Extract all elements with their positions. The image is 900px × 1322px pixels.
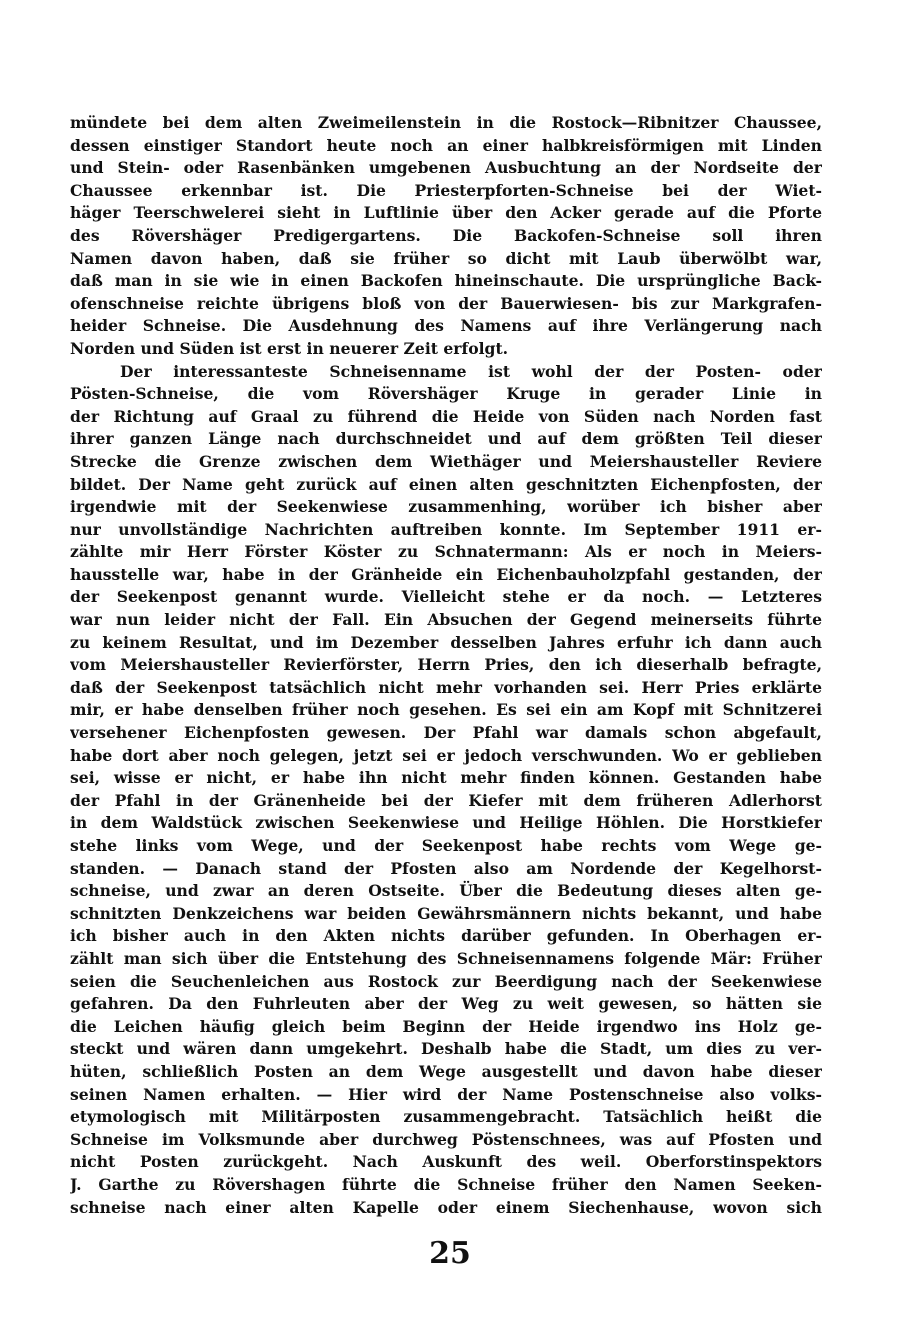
text-line: ihrer ganzen Länge nach durchschneidet und auf dem größten Teil dieser bbox=[70, 429, 822, 449]
text-line: Pösten-Schneise, die vom Rövershäger Kruge in gerader Linie in bbox=[70, 384, 822, 404]
text-line: mündete bei dem alten Zweimeilenstein in die Rostock—Ribnitzer Chaussee, bbox=[70, 113, 822, 132]
text-line: irgendwie mit der Seekenwiese zusammenhing, worüber ich bisher aber bbox=[70, 497, 822, 517]
text-line: dessen einstiger Standort heute noch an einer halbkreisförmigen mit Linden bbox=[70, 135, 822, 155]
text-line: daß der Seekenpost tatsächlich nicht mehr vorhanden sei. Herr Pries erklärte bbox=[70, 677, 822, 697]
text-line: schneise nach einer alten Kapelle oder einem Siechenhause, wovon sich bbox=[70, 1197, 822, 1217]
text-line: J. Garthe zu Rövershagen führte die Schneise früher den Namen Seeken- bbox=[70, 1174, 822, 1194]
text-line: etymologisch mit Militärposten zusammengebracht. Tatsächlich heißt die bbox=[70, 1107, 822, 1127]
text-line: Der interessanteste Schneisenname ist wohl der der Posten- oder bbox=[120, 361, 822, 381]
text-line: Strecke die Grenze zwischen dem Wiethäger und Meiershausteller Reviere bbox=[70, 451, 822, 471]
text-line: mir, er habe denselben früher noch gesehen. Es sei ein am Kopf mit Schnitzerei bbox=[70, 700, 822, 720]
body-text bbox=[70, 112, 822, 1219]
text-line: häger Teerschwelerei sieht in Luftlinie über den Acker gerade auf die Pforte bbox=[70, 203, 822, 223]
text-line: stehe links vom Wege, und der Seekenpost habe rechts vom Wege ge- bbox=[70, 836, 822, 855]
text-line: hüten, schließlich Posten an dem Wege ausgestellt und davon habe dieser bbox=[70, 1061, 822, 1081]
text-line: Norden und Süden ist erst in neuerer Zeit erfolgt. bbox=[70, 338, 509, 358]
text-line: zählte mir Herr Förster Köster zu Schnatermann: Als er noch in Meiers- bbox=[70, 542, 822, 562]
text-line: seien die Seuchenleichen aus Rostock zur Beerdigung nach der Seekenwiese bbox=[70, 971, 822, 991]
text-line: zählt man sich über die Entstehung des Schneisennamens folgende Mär: Früher bbox=[70, 948, 822, 968]
text-line: ich bisher auch in den Akten nichts darüber gefunden. In Oberhagen er- bbox=[70, 926, 822, 946]
page-number: 25 bbox=[429, 1236, 471, 1271]
text-line: ofenschneise reichte übrigens bloß von der Bauerwiesen- bis zur Markgrafen- bbox=[70, 293, 822, 313]
text-line: nur unvollständige Nachrichten auftreiben konnte. Im September 1911 er- bbox=[70, 519, 822, 539]
text-line: sei, wisse er nicht, er habe ihn nicht mehr finden können. Gestanden habe bbox=[70, 768, 822, 788]
text-line: Schneise im Volksmunde aber durchweg Pöstenschnees, was auf Pfosten und bbox=[70, 1129, 822, 1149]
text-line: und Stein- oder Rasenbänken umgebenen Ausbuchtung an der Nordseite der bbox=[70, 158, 822, 178]
text-line: zu keinem Resultat, und im Dezember desselben Jahres erfuhr ich dann auch bbox=[70, 632, 822, 652]
text-line: versehener Eichenpfosten gewesen. Der Pfahl war damals schon abgefault, bbox=[70, 723, 822, 743]
text-line: der Richtung auf Graal zu führend die Heide von Süden nach Norden fast bbox=[70, 406, 822, 426]
text-line: standen. — Danach stand der Pfosten also am Nordende der Kegelhorst- bbox=[70, 858, 822, 878]
text-line: des Rövershäger Predigergartens. Die Backofen-Schneise soll ihren bbox=[70, 225, 822, 245]
text-line: habe dort aber noch gelegen, jetzt sei er jedoch verschwunden. Wo er geblieben bbox=[70, 745, 822, 765]
text-line: steckt und wären dann umgekehrt. Deshalb habe die Stadt, um dies zu ver- bbox=[70, 1039, 822, 1059]
text-line: bildet. Der Name geht zurück auf einen alten geschnitzten Eichenpfosten, der bbox=[70, 474, 822, 494]
text-line: die Leichen häufig gleich beim Beginn der Heide irgendwo ins Holz ge- bbox=[70, 1016, 822, 1036]
text-line: heider Schneise. Die Ausdehnung des Namens auf ihre Verlängerung nach bbox=[70, 316, 822, 336]
text-line: vom Meiershausteller Revierförster, Herrn Pries, den ich dieserhalb befragte, bbox=[70, 655, 822, 675]
text-line: der Seekenpost genannt wurde. Vielleicht stehe er da noch. — Letzteres bbox=[70, 587, 822, 607]
text-line: Chaussee erkennbar ist. Die Priesterpforten-Schneise bei der Wiet- bbox=[70, 180, 822, 200]
text-line: war nun leider nicht der Fall. Ein Absuchen der Gegend meinerseits führte bbox=[70, 610, 822, 630]
text-line: in dem Waldstück zwischen Seekenwiese und Heilige Höhlen. Die Horstkiefer bbox=[70, 813, 822, 833]
text-line: schneise, und zwar an deren Ostseite. Über die Bedeutung dieses alten ge- bbox=[70, 881, 822, 901]
text-line: schnitzten Denkzeichens war beiden Gewährsmännern nichts bekannt, und habe bbox=[70, 903, 822, 923]
text-line: hausstelle war, habe in der Gränheide ein Eichenbauholzpfahl gestanden, der bbox=[70, 564, 822, 584]
text-line: daß man in sie wie in einen Backofen hineinschaute. Die ursprüngliche Back- bbox=[70, 271, 822, 291]
text-line: nicht Posten zurückgeht. Nach Auskunft des weil. Oberforstinspektors bbox=[70, 1152, 822, 1172]
text-line: seinen Namen erhalten. — Hier wird der Name Postenschneise also volks- bbox=[70, 1084, 822, 1104]
text-line: Namen davon haben, daß sie früher so dicht mit Laub überwölbt war, bbox=[70, 248, 822, 268]
text-line: gefahren. Da den Fuhrleuten aber der Weg zu weit gewesen, so hätten sie bbox=[70, 994, 822, 1014]
text-line: der Pfahl in der Gränenheide bei der Kiefer mit dem früheren Adlerhorst bbox=[70, 790, 822, 810]
